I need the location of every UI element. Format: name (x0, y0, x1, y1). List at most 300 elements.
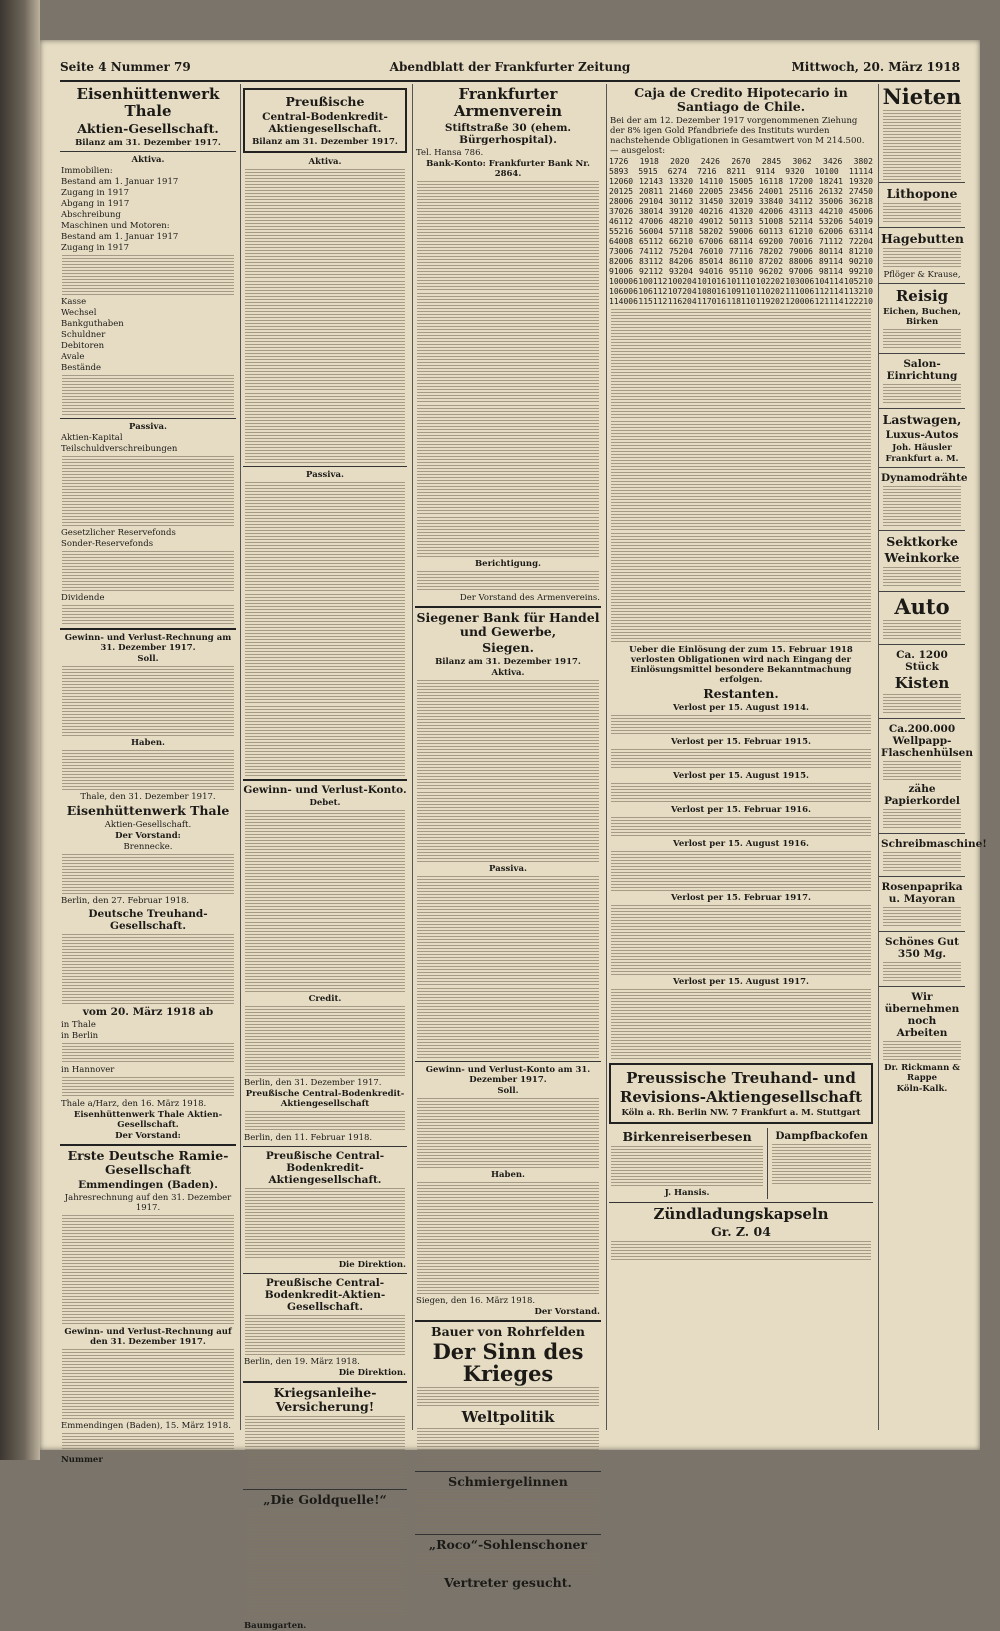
lottery-number: 57118 (668, 227, 694, 236)
ad-luxus: Luxus-Autos (885, 429, 959, 441)
lottery-number: 47006 (638, 217, 664, 226)
lottery-row (609, 197, 873, 207)
lottery-row (609, 187, 873, 197)
lottery-number: 39120 (668, 207, 694, 216)
lottery-number: 24001 (758, 187, 784, 196)
col1-passiva-row: Gesetzlicher Reservefonds (61, 528, 176, 538)
col2-war-title: Kriegsanleihe-Versicherung! (273, 1385, 377, 1414)
lottery-number: 115112 (638, 297, 668, 306)
lottery-number: 78202 (758, 247, 784, 256)
col3-book-author: Bauer von Rohrfelden (431, 1324, 585, 1339)
col4-verlost: Verlost per 15. August 1915. (673, 771, 809, 781)
ad-ca-stueck: Ca. 1200 Stück (896, 649, 948, 673)
lottery-number: 75204 (668, 247, 694, 256)
column-1 (58, 84, 238, 1465)
lottery-number: 83112 (638, 257, 664, 266)
lottery-number: 44210 (818, 207, 843, 216)
lottery-number: 10100 (814, 167, 839, 176)
lottery-number: 42006 (758, 207, 784, 216)
lottery-number: 40216 (698, 207, 724, 216)
col4-verlost: Verlost per 15. Februar 1916. (671, 805, 811, 815)
col1-aktiva-row: Maschinen und Motoren: (61, 221, 170, 231)
lottery-row (609, 177, 873, 187)
lottery-number: 112114 (814, 287, 844, 296)
lottery-number: 27450 (848, 187, 873, 196)
ad-schreibmaschine: Schreibmaschine! (881, 838, 987, 850)
lottery-number: 117016 (697, 297, 727, 306)
lottery-number: 74112 (638, 247, 664, 256)
col1-ramie-guv: Gewinn- und Verlust-Rechnung auf den 31. Dezember 1917. (64, 1327, 232, 1347)
col1-sig-name: Brennecke. (123, 842, 173, 852)
lottery-number: 25116 (788, 187, 813, 196)
lottery-number: 21460 (668, 187, 694, 196)
lottery-number: 69200 (758, 237, 784, 246)
ad-koeln: Köln-Kalk. (896, 1084, 948, 1094)
col2-passiva: Passiva. (306, 470, 344, 480)
lottery-number: 15005 (728, 177, 754, 186)
lottery-number: 116204 (667, 297, 697, 306)
col1-aktiva-row: Wechsel (61, 308, 97, 318)
lottery-number: 18241 (818, 177, 843, 186)
lottery-number: 37026 (609, 207, 634, 216)
col1-aktiva-row: Zugang in 1917 (61, 243, 130, 253)
col1-ramie-sub: Jahresrechnung auf den 31. Dezember 1917. (64, 1193, 232, 1213)
col1-aktiva-row: Bankguthaben (61, 319, 124, 329)
ad-pfloger: Pflöger & Krause, (883, 270, 961, 280)
lottery-row (609, 257, 873, 267)
lottery-number: 88006 (788, 257, 813, 266)
lottery-number: 87202 (758, 257, 784, 266)
lottery-number-grid (609, 157, 873, 307)
column-5 (878, 84, 987, 1430)
col1-passiva-row: Dividende (61, 593, 105, 603)
lottery-number: 45006 (848, 207, 873, 216)
lottery-number: 101110 (726, 277, 756, 286)
lottery-number: 41320 (728, 207, 754, 216)
lottery-number: 32019 (728, 197, 754, 206)
col3-verband: Der Vorstand des Armenvereins. (459, 593, 600, 603)
page-header (60, 58, 960, 82)
column-2 (240, 84, 409, 1631)
lottery-number: 104114 (814, 277, 844, 286)
col3-siegener-title: Siegener Bank für Handel und Gewerbe, (416, 610, 600, 639)
lottery-number: 2426 (700, 157, 720, 166)
ad-auto: Auto (894, 594, 950, 619)
col1-ramie-date: Emmendingen (Baden), 15. März 1918. (61, 1421, 231, 1431)
col1-payout: vom 20. März 1918 ab (82, 1006, 214, 1018)
lottery-number: 99210 (848, 267, 873, 276)
col3-book-title: Der Sinn des Krieges (432, 1339, 584, 1386)
col1-aktiva-row: Abschreibung (61, 210, 121, 220)
lottery-row (609, 247, 873, 257)
lottery-number: 107204 (667, 287, 697, 296)
ad-reisig: Reisig (895, 287, 949, 305)
lottery-number: 77116 (728, 247, 754, 256)
lottery-number: 63114 (848, 227, 873, 236)
lottery-number: 3062 (792, 157, 812, 166)
col3-soll: Soll. (497, 1086, 519, 1096)
lottery-number: 82006 (609, 257, 634, 266)
col2-date: Berlin, den 19. März 1918. (244, 1357, 360, 1367)
col3-vorstand: Der Vorstand. (534, 1307, 600, 1317)
lottery-number: 48210 (668, 217, 694, 226)
col1-place: in Thale (61, 1020, 96, 1030)
lottery-number: 70016 (788, 237, 813, 246)
header-left: Seite 4 Nummer 79 (60, 60, 191, 74)
lottery-row (609, 277, 873, 287)
col2-title-box (243, 88, 407, 153)
lottery-number: 26132 (818, 187, 843, 196)
col4-verlost: Verlost per 15. August 1914. (673, 703, 809, 713)
lottery-number: 11114 (848, 167, 873, 176)
lottery-number: 60113 (758, 227, 784, 236)
lottery-number: 79006 (788, 247, 813, 256)
col1-passiva-row: Teilschuldverschreibungen (61, 444, 178, 454)
col4-restanten: Restanten. (703, 686, 779, 701)
col2-date: Berlin, den 11. Februar 1918. (244, 1133, 373, 1143)
lottery-number: 89114 (818, 257, 843, 266)
col1-guv-title: Gewinn- und Verlust-Rechnung am 31. Dezember 1917. (64, 633, 232, 653)
col4-einloesung: Ueber die Einlösung der zum 15. Februar 1918 verlosten Obligationen wird nach Eingang der Einlösungsmittel besondere Bekanntmachung erfolgen. (629, 645, 853, 685)
col1-sig-company: Eisenhüttenwerk Thale (66, 803, 230, 818)
lottery-number: 55216 (609, 227, 634, 236)
col1-aktiva-row: Schuldner (61, 330, 106, 340)
col4-verlost: Verlost per 15. August 1916. (673, 839, 809, 849)
treuhand-ad (609, 1063, 873, 1124)
lottery-number: 28006 (609, 197, 634, 206)
lottery-number: 65112 (638, 237, 664, 246)
col1-aktiva-row: Abgang in 1917 (61, 199, 130, 209)
lottery-number: 111006 (785, 287, 815, 296)
col3-bilanz: Bilanz am 31. Dezember 1917. (435, 657, 581, 667)
lottery-number: 66210 (668, 237, 694, 246)
ad-kisten: Kisten (894, 674, 950, 692)
lottery-number: 16118 (758, 177, 784, 186)
lottery-row (609, 207, 873, 217)
col1-sig-company2: Eisenhüttenwerk Thale Aktien-Gesellschaft. (73, 1110, 223, 1130)
col4-verlost: Verlost per 15. Februar 1917. (671, 893, 811, 903)
col4-intro: Bei der am 12. Dezember 1917 vorgenommenen Ziehung der 8% igen Gold Pfandbriefe des Instituts wurden nachstehende Obligationen in Gesamtwert von M 214.500.— ausgelost: (610, 116, 865, 156)
col1-haben: Haben. (130, 738, 166, 748)
col2-bank: Preußische Central-Bodenkredit-Aktiengesellschaft (245, 1089, 405, 1109)
col1-passiva-row: Aktien-Kapital (61, 433, 123, 443)
ad-wellpapp: Ca.200.000 Wellpapp-Flaschenhülsen (881, 723, 973, 759)
lottery-number: 35006 (818, 197, 843, 206)
col1-subtitle: Aktien-Gesellschaft. (77, 121, 219, 136)
lottery-number: 36218 (848, 197, 873, 206)
lottery-number: 109110 (726, 287, 756, 296)
col3-title: Frankfurter Armenverein (453, 85, 563, 120)
col1-sig-ag: Aktien-Gesellschaft. (104, 820, 192, 830)
lottery-number: 22005 (698, 187, 724, 196)
ad-lithopone: Lithopone (886, 186, 958, 201)
ad-rickmann: Dr. Rickmann & Rappe (884, 1063, 960, 1083)
book-binding (0, 0, 40, 1460)
col1-bilanz: Bilanz am 31. Dezember 1917. (75, 138, 221, 148)
lottery-number: 46112 (609, 217, 634, 226)
ad-hagebutten: Hagebutten (881, 231, 965, 246)
col3-subtitle: Stiftstraße 30 (ehem. Bürgerhospital). (444, 122, 572, 146)
lottery-number: 121114 (814, 297, 844, 306)
col3-tel: Tel. Hansa 786. (416, 148, 484, 158)
dampf-title: Dampfbackofen (775, 1130, 868, 1142)
ad-weinkorke: Weinkorke (884, 550, 960, 565)
lottery-number: 20811 (638, 187, 664, 196)
lottery-number: 8211 (726, 167, 746, 176)
lottery-number: 9114 (755, 167, 776, 176)
lottery-number: 30112 (668, 197, 694, 206)
lottery-number: 96202 (758, 267, 784, 276)
lottery-number: 80114 (818, 247, 843, 256)
lottery-row (609, 267, 873, 277)
lottery-number: 17200 (788, 177, 813, 186)
col1-passiva-heading: Passiva. (129, 422, 167, 432)
lottery-row (609, 217, 873, 227)
lottery-number: 7216 (697, 167, 717, 176)
lottery-number: 122210 (844, 297, 873, 306)
lottery-number: 84206 (668, 257, 694, 266)
col1-aktiva-row: Bestand am 1. Januar 1917 (61, 177, 179, 187)
col1-date: Berlin, den 27. Februar 1918. (61, 896, 190, 906)
lottery-number: 53206 (818, 217, 843, 226)
col1-soll: Soll. (137, 654, 159, 664)
lottery-number: 100006 (609, 277, 638, 286)
col4-verlost: Verlost per 15. Februar 1915. (671, 737, 811, 747)
ad-sektkorke: Sektkorke (886, 534, 958, 549)
col1-sig-vorstand2: Der Vorstand: (115, 1131, 181, 1141)
col2-bilanz: Bilanz am 31. Dezember 1917. (252, 137, 398, 147)
zund-title: Zündladungskapseln (653, 1205, 829, 1223)
col3-bank: Bank-Konto: Frankfurter Bank Nr. 2864. (426, 159, 590, 179)
lottery-number: 56004 (638, 227, 664, 236)
lottery-number: 85014 (698, 257, 724, 266)
lottery-number: 52114 (788, 217, 813, 226)
lottery-number: 58202 (698, 227, 724, 236)
lottery-number: 62006 (818, 227, 843, 236)
col2-bank-notice: Preußische Central-Bodenkredit-Aktiengesellschaft. (265, 1150, 385, 1186)
lottery-number: 50113 (728, 217, 754, 226)
col2-guv: Gewinn- und Verlust-Konto. (243, 784, 407, 796)
lottery-number: 100204 (667, 277, 697, 286)
treuhand-title: Preussische Treuhand- und (626, 1069, 856, 1087)
ad-salon: Salon-Einrichtung (886, 358, 958, 382)
col1-footer: Nummer (61, 1455, 103, 1465)
lottery-number: 38014 (638, 207, 664, 216)
lottery-number: 68114 (728, 237, 754, 246)
lottery-number: 1918 (639, 157, 659, 166)
lottery-number: 106006 (609, 287, 638, 296)
lottery-number: 3802 (853, 157, 873, 166)
birken-sig: J. Hansis. (664, 1188, 710, 1198)
col1-title: Eisenhüttenwerk Thale (76, 85, 220, 120)
col2-aktiva: Aktiva. (308, 157, 342, 167)
lottery-number: 76010 (698, 247, 724, 256)
lottery-number: 34112 (788, 197, 813, 206)
col1-aktiva-heading: Aktiva. (131, 155, 165, 165)
lottery-number: 118110 (726, 297, 756, 306)
lottery-number: 14110 (698, 177, 724, 186)
lottery-number: 91006 (609, 267, 634, 276)
lottery-number: 29104 (638, 197, 664, 206)
col1-aktiva-row: Bestände (61, 363, 102, 373)
column-3 (412, 84, 603, 1590)
lottery-number: 31450 (698, 197, 724, 206)
col2-bank-notice: Preußische Central-Bodenkredit-Aktien-Gesellschaft. (264, 1277, 386, 1313)
col1-ramie-title: Erste Deutsche Ramie-Gesellschaft (67, 1148, 229, 1177)
lottery-number: 2020 (670, 157, 690, 166)
ad-haeusler: Joh. Häusler (892, 443, 952, 453)
lottery-number: 71112 (818, 237, 843, 246)
col1-sig-date: Thale a/Harz, den 16. März 1918. (61, 1099, 207, 1109)
lottery-number: 90210 (848, 257, 873, 266)
lottery-number: 94016 (698, 267, 724, 276)
lottery-number: 100112 (638, 277, 668, 286)
lottery-row (609, 227, 873, 237)
col1-passiva-row: Sonder-Reservefonds (61, 539, 154, 549)
col1-treuhand: Deutsche Treuhand-Gesellschaft. (88, 908, 208, 932)
col2-subtitle: Central-Bodenkredit-Aktiengesellschaft. (262, 111, 388, 135)
lottery-number: 73006 (609, 247, 634, 256)
lottery-number: 2670 (731, 157, 751, 166)
lottery-number: 67006 (698, 237, 724, 246)
lottery-row (609, 157, 873, 167)
ad-eichen: Eichen, Buchen, Birken (883, 307, 961, 327)
col3-ad-linen: Schmiergelinnen (448, 1474, 568, 1489)
col2-debet: Debet. (309, 798, 341, 808)
lottery-number: 97006 (788, 267, 813, 276)
col1-place: in Hannover (61, 1065, 115, 1075)
col4-bottom-ads (607, 1128, 875, 1199)
col1-aktiva-row: Kasse (61, 297, 87, 307)
lottery-number: 102202 (755, 277, 785, 286)
lottery-number: 114006 (609, 297, 638, 306)
col1-ramie-place: Emmendingen (Baden). (78, 1179, 218, 1191)
col3-haben: Haben. (490, 1170, 526, 1180)
col2-direktion: Die Direktion. (338, 1368, 406, 1378)
newspaper-sheet (40, 40, 987, 1631)
ad-arbeiten: Wir übernehmen noch Arbeiten (884, 991, 960, 1039)
col4-verlost: Verlost per 15. August 1917. (673, 977, 809, 987)
lottery-number: 108016 (697, 287, 727, 296)
ad-papierkordel: zähe Papierkordel (884, 783, 960, 807)
ad-lastwagen: Lastwagen, (882, 412, 962, 427)
ad-dynamo: Dynamodrähte (881, 472, 968, 484)
header-right: Mittwoch, 20. März 1918 (791, 60, 960, 74)
lottery-number: 5915 (638, 167, 658, 176)
col1-aktiva-row: Immobilien: (61, 166, 113, 176)
col1-aktiva-row: Bestand am 1. Januar 1917 (61, 232, 179, 242)
lottery-row (609, 167, 873, 177)
lottery-number: 6274 (667, 167, 688, 176)
col3-date: Siegen, den 16. März 1918. (416, 1296, 536, 1306)
col2-date: Berlin, den 31. Dezember 1917. (244, 1078, 382, 1088)
col1-sig-vorstand: Der Vorstand: (115, 831, 181, 841)
lottery-number: 12060 (609, 177, 634, 186)
lottery-number: 93204 (668, 267, 694, 276)
lottery-number: 119202 (755, 297, 785, 306)
birken-title: Birkenreiserbesen (622, 1129, 752, 1144)
column-4 (606, 84, 875, 1430)
treuhand-sub: Revisions-Aktiengesellschaft (619, 1088, 863, 1106)
ad-frankfurt: Frankfurt a. M. (885, 454, 959, 464)
col4-title: Caja de Credito Hipotecario in Santiago de Chile. (634, 85, 848, 114)
lottery-number: 64008 (609, 237, 634, 246)
lottery-number: 13320 (668, 177, 694, 186)
lottery-number: 9320 (785, 167, 805, 176)
treuhand-cities: Köln a. Rh. Berlin NW. 7 Frankfurt a. M. Stuttgart (621, 1108, 861, 1118)
lottery-number: 113210 (844, 287, 873, 296)
col1-place: in Berlin (61, 1031, 99, 1041)
lottery-number: 54019 (848, 217, 873, 226)
col2-footer: Baumgarten. (244, 1621, 307, 1631)
col3-ad-roco: „Roco“-Sohlenschoner (428, 1537, 588, 1552)
lottery-number: 106112 (638, 287, 668, 296)
lottery-number: 49012 (698, 217, 724, 226)
lottery-number: 61210 (788, 227, 813, 236)
lottery-number: 59006 (728, 227, 754, 236)
lottery-number: 92112 (638, 267, 664, 276)
lottery-number: 20125 (609, 187, 634, 196)
col2-credit: Credit. (308, 994, 342, 1004)
zund-sub: Gr. Z. 04 (711, 1224, 771, 1239)
col1-aktiva-row: Debitoren (61, 341, 105, 351)
lottery-number: 1726 (609, 157, 629, 166)
lottery-row (609, 237, 873, 247)
header-center: Abendblatt der Frankfurter Zeitung (389, 60, 631, 74)
col3-berichtigung: Berichtigung. (474, 559, 542, 569)
lottery-number: 105210 (844, 277, 873, 286)
lottery-number: 101016 (697, 277, 727, 286)
lottery-number: 95110 (728, 267, 754, 276)
lottery-number: 86110 (728, 257, 754, 266)
lottery-number: 43113 (788, 207, 813, 216)
lottery-number: 98114 (818, 267, 843, 276)
lottery-number: 23456 (728, 187, 754, 196)
lottery-row (609, 297, 873, 307)
lottery-number: 51008 (758, 217, 784, 226)
lottery-number: 2845 (761, 157, 782, 166)
lottery-number: 5893 (609, 167, 629, 176)
ad-rosenpaprika: Rosenpaprika u. Mayoran (881, 881, 963, 905)
ad-nieten: Nieten (882, 84, 962, 109)
birken-ad (607, 1128, 768, 1199)
col3-book-sub: Weltpolitik (461, 1408, 555, 1426)
lottery-number: 81210 (848, 247, 873, 256)
lottery-number: 3426 (823, 157, 843, 166)
ad-gut: Schönes Gut 350 Mg. (885, 936, 959, 960)
lottery-number: 103006 (785, 277, 815, 286)
col2-direktion: Die Direktion. (338, 1260, 406, 1270)
col1-aktiva-row: Zugang in 1917 (61, 188, 130, 198)
col3-guv: Gewinn- und Verlust-Konto am 31. Dezember 1917. (425, 1065, 591, 1085)
lottery-number: 110202 (755, 287, 785, 296)
col3-siegener-city: Siegen. (482, 640, 534, 655)
col3-passiva: Passiva. (489, 864, 527, 874)
col2-gold-title: „Die Goldquelle!“ (263, 1492, 387, 1507)
lottery-number: 120006 (785, 297, 815, 306)
col1-aktiva-row: Avale (61, 352, 85, 362)
lottery-number: 72204 (848, 237, 873, 246)
col1-sig: Thale, den 31. Dezember 1917. (80, 792, 216, 802)
col2-title: Preußische (285, 94, 365, 109)
lottery-number: 19320 (848, 177, 873, 186)
lottery-number: 33840 (758, 197, 784, 206)
lottery-number: 12143 (638, 177, 664, 186)
lottery-row (609, 287, 873, 297)
col3-aktiva: Aktiva. (491, 668, 525, 678)
dampf-ad (768, 1128, 875, 1199)
col3-ad-vertreter: Vertreter gesucht. (444, 1575, 572, 1590)
